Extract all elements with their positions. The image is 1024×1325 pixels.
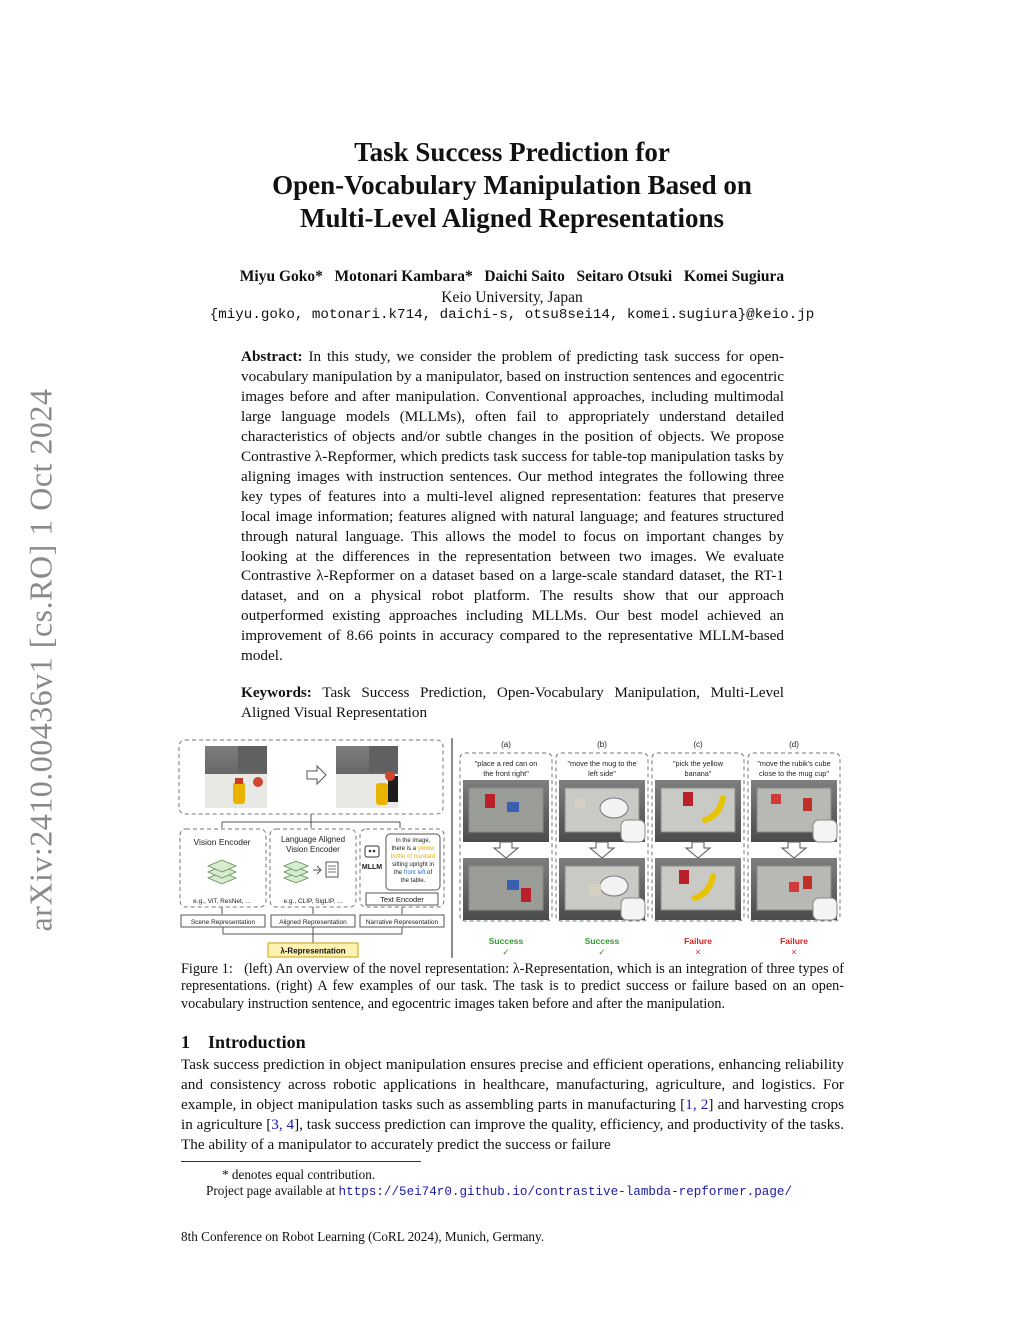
example-a xyxy=(460,740,552,957)
footnote-project-prefix: Project page available at xyxy=(206,1183,336,1198)
keywords-label: Keywords: xyxy=(241,684,312,701)
section-number: 1 xyxy=(181,1032,190,1052)
instruction-line-1: "move the mug to the xyxy=(567,759,637,768)
examples-layer xyxy=(460,740,840,957)
lang-encoder-label-line-2: Vision Encoder xyxy=(286,845,340,854)
instruction-line-1: "move the rubik's cube xyxy=(757,759,831,768)
caption-label: Figure 1: xyxy=(181,961,233,977)
project-page-link[interactable]: https://5ei74r0.github.io/contrastive-lambda-repformer.page/ xyxy=(338,1185,792,1199)
arrow-right-icon xyxy=(307,766,326,784)
arrow-down-icon xyxy=(494,842,518,858)
arrow-down-icon xyxy=(686,842,710,858)
before-image xyxy=(751,780,837,842)
check-icon: ✓ xyxy=(598,947,606,957)
before-image xyxy=(559,780,645,842)
footnote-rule xyxy=(181,1161,421,1162)
result-label: Failure xyxy=(780,936,808,946)
result-label: Success xyxy=(584,936,620,946)
arxiv-identifier xyxy=(16,360,66,960)
intro-text-3: ], task success prediction can improve the quality, efficiency, and productivity of the tasks. The ability of a manipulator to accurately predict the success or failure xyxy=(181,1115,844,1153)
instruction-line-2: the front right" xyxy=(483,769,529,778)
before-image xyxy=(655,780,741,842)
narrative-line-4: sitting upright in xyxy=(391,862,435,868)
after-image xyxy=(655,858,741,920)
example-d xyxy=(748,740,840,957)
after-image xyxy=(336,746,398,808)
instruction-line-1: "place a red can on xyxy=(474,759,538,768)
citation-link-1[interactable]: 1, 2 xyxy=(685,1095,709,1113)
vision-encoder-examples: e.g., ViT, ResNet, ... xyxy=(193,898,251,905)
section-heading xyxy=(181,1032,306,1053)
example-b xyxy=(556,740,648,957)
result-label: Success xyxy=(488,936,524,946)
instruction-line-2: banana" xyxy=(684,769,712,778)
introduction-paragraph xyxy=(181,1055,844,1155)
abstract-text: In this study, we consider the problem of predicting task success for open-vocabulary manipulation by a manipulator, based on instruction sentences and egocentric images before and after manipulation. Conventional approaches, including multimodal large language models (MLLMs), often fail to appropriately understand detailed characteristics of objects and/or subtle changes in the position of objects. We propose Contrastive λ-Repformer, which predicts task success for table-top manipulation tasks by aligning images with instruction sentences. Our method integrates the following three key types of features into a multi-level aligned representation: features that preserve local image information; features aligned with natural language; and features structured through natural language. This allows the model to focus on important changes by looking at the differences in the representation between two images. We evaluate Contrastive λ-Repformer on a dataset based on a large-scale standard dataset, the RT-1 dataset, and on a physical robot platform. The results show that our approach outperformed existing approaches including MLLMs. Our best model achieved an improvement of 8.66 points in accuracy compared to the representative MLLM-based model. xyxy=(241,348,785,665)
lang-encoder-examples: e.g., CLIP, SigLIP, ... xyxy=(283,898,343,905)
after-image xyxy=(751,858,837,920)
author-list: Miyu Goko* Motonari Kambara* Daichi Saito Seitaro Otsuki Komei Sugiura xyxy=(239,268,785,285)
after-image xyxy=(463,858,549,920)
footnote-equal-contribution: * denotes equal contribution. xyxy=(222,1167,376,1182)
vision-encoder-label: Vision Encoder xyxy=(193,837,251,847)
footnote-project-page xyxy=(206,1183,792,1199)
figure-1-graphic xyxy=(176,736,848,958)
abstract-label: Abstract: xyxy=(241,348,303,365)
cross-icon: × xyxy=(791,947,797,957)
lang-encoder-label-line-1: Language Aligned xyxy=(280,835,346,844)
instruction-line-2: close to the mug cup" xyxy=(759,769,829,778)
caption-text: (left) An overview of the novel representation: λ-Representation, which is an integration of three types of representations. (right) A few examples of our task. The task is to predict success or failure based on an open-vocabulary instruction sentence, and egocentric images taken before and after the manipulation. xyxy=(181,961,845,1012)
conference-note: 8th Conference on Robot Learning (CoRL 2024), Munich, Germany. xyxy=(181,1229,545,1244)
example-label: (c) xyxy=(693,740,703,749)
before-image xyxy=(463,780,549,842)
aligned-representation-label: Aligned Representation xyxy=(279,919,347,926)
affiliation: Keio University, Japan xyxy=(441,289,583,306)
lambda-representation-label: λ-Representation xyxy=(280,946,346,956)
intro-text-1: Task success prediction in object manipulation ensures precise and efficient operations, enhancing reliability and consistency across robotic applications in healthcare, manufacturing, agriculture, and logistics. For example, in object manipulation tasks such as assembling parts in manufacturing [ xyxy=(181,1056,844,1113)
result-label: Failure xyxy=(684,936,712,946)
layers-icon xyxy=(208,860,236,884)
figure-1-caption xyxy=(181,961,844,1013)
after-image xyxy=(559,858,645,920)
keywords-text: Task Success Prediction, Open-Vocabulary Manipulation, Multi-Level Aligned Visual Representation xyxy=(241,684,784,721)
abstract xyxy=(241,347,784,666)
narrative-line-1: In the image, xyxy=(395,838,431,844)
example-label: (b) xyxy=(597,740,607,749)
title-line-1: Task Success Prediction for xyxy=(354,137,670,167)
figure-1 xyxy=(176,736,848,958)
narrative-line-3: bottle of mustard xyxy=(390,854,436,860)
robot-icon xyxy=(365,846,379,857)
narrative-representation-label: Narrative Representation xyxy=(365,919,439,926)
instruction-line-2: left side" xyxy=(588,769,616,778)
intro-text-2: ] and harvesting crops in agriculture [ xyxy=(181,1095,844,1133)
check-icon: ✓ xyxy=(502,947,510,957)
author-emails: {miyu.goko, motonari.k714, daichi-s, otsu8sei14, komei.sugiura}@keio.jp xyxy=(209,307,815,323)
align-arrow-icon xyxy=(313,866,321,874)
citation-link-2[interactable]: 3, 4 xyxy=(271,1115,295,1133)
text-encoder-label: Text Encoder xyxy=(380,895,424,904)
narrative-line-6: the table. xyxy=(400,878,426,884)
aligned-layers-icon xyxy=(284,861,308,883)
instruction-line-1: "pick the yellow xyxy=(672,759,724,768)
scene-representation-label: Scene Representation xyxy=(190,919,256,926)
arrow-down-icon xyxy=(782,842,806,858)
arxiv-id-text: arXiv:2410.00436v1 [cs.RO] 1 Oct 2024 xyxy=(22,388,59,932)
arrow-down-icon xyxy=(590,842,614,858)
paper-title xyxy=(180,136,844,235)
example-c xyxy=(652,740,744,957)
title-line-3: Multi-Level Aligned Representations xyxy=(300,203,724,233)
mllm-label: MLLM xyxy=(361,864,383,871)
section-title: Introduction xyxy=(208,1032,306,1052)
example-label: (d) xyxy=(789,740,799,749)
keywords xyxy=(241,683,784,723)
before-image xyxy=(205,746,267,808)
title-line-2: Open-Vocabulary Manipulation Based on xyxy=(272,170,752,200)
cross-icon: × xyxy=(695,947,701,957)
example-label: (a) xyxy=(501,740,511,749)
narrative-line-2: there is a yellow xyxy=(391,846,435,852)
narrative-line-5: the front left of xyxy=(393,870,433,876)
